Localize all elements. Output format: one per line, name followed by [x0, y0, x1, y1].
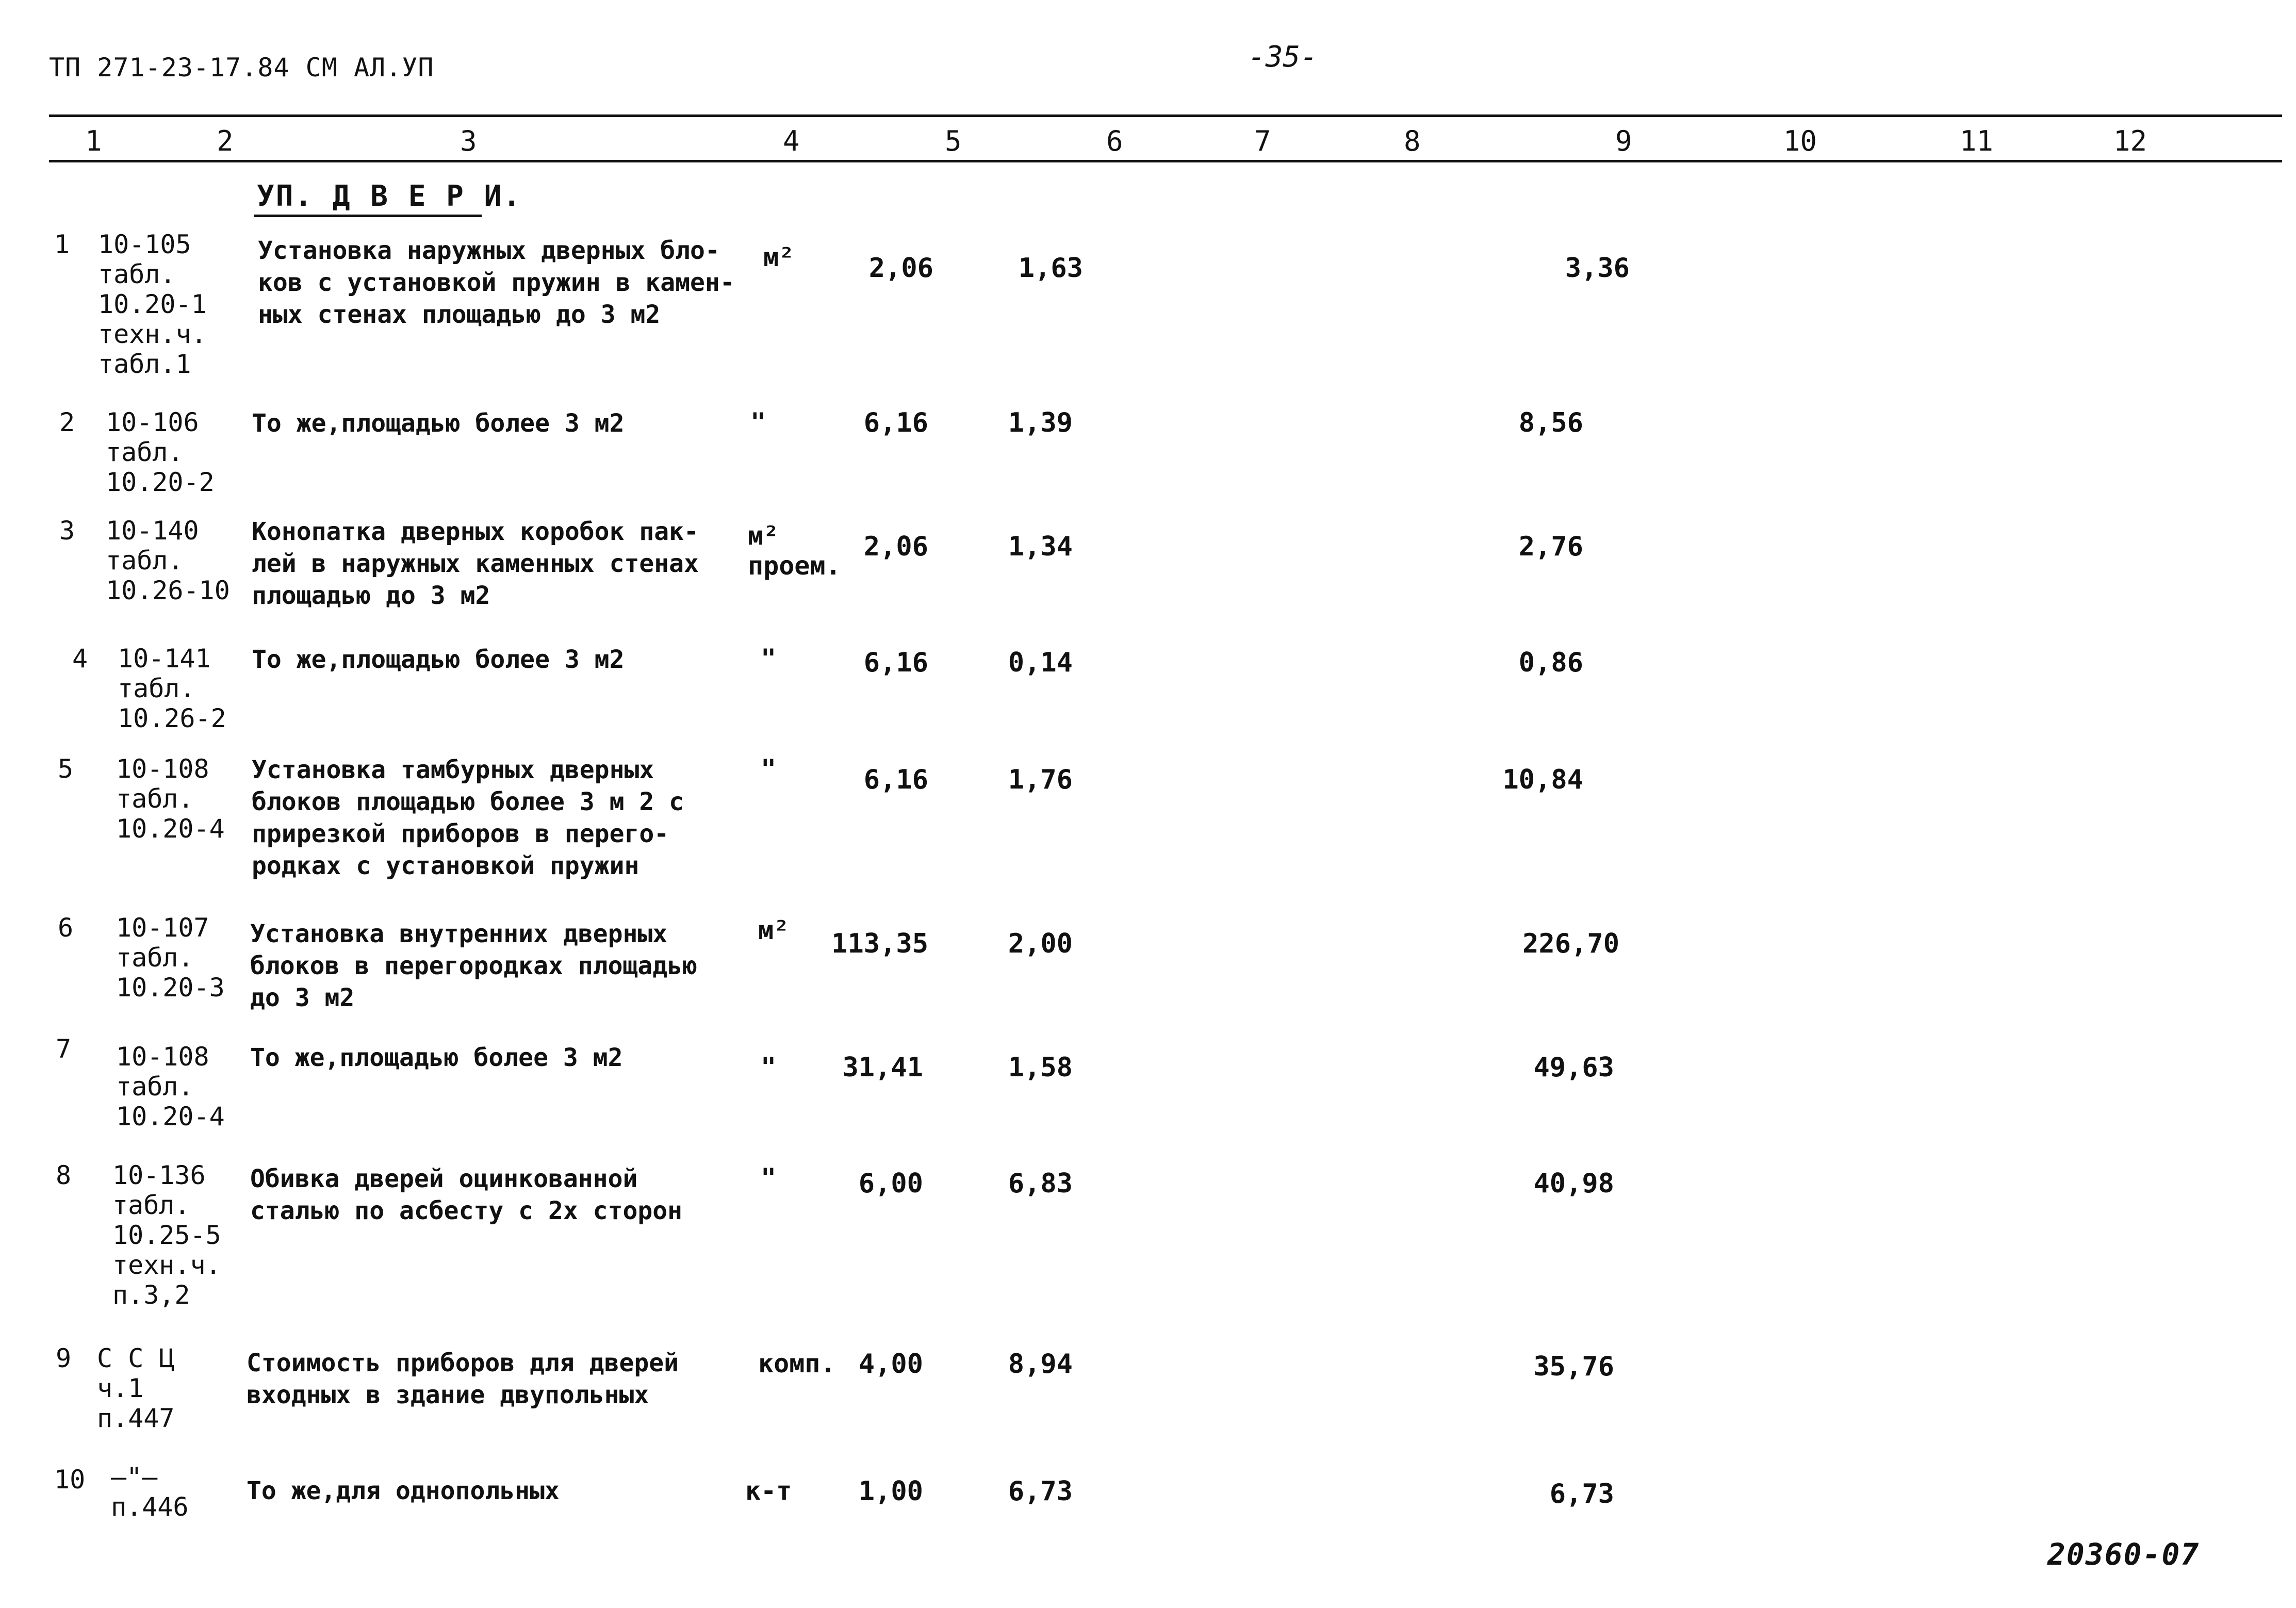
archive-stamp: 20360-07 — [2047, 1537, 2200, 1572]
column-number-6: 6 — [1106, 125, 1123, 157]
work-description: Установка тамбурных дверных блоков площадью более 3 м 2 с прирезкой приборов в перего- родках с установкой пружин — [252, 756, 684, 880]
column-number-8: 8 — [1404, 125, 1421, 157]
work-description: Конопатка дверных коробок пак- лей в наружных каменных стенах площадью до 3 м2 — [252, 517, 699, 610]
total-cost: 2,76 — [1518, 531, 1583, 562]
unit-price: 2,00 — [1008, 928, 1073, 959]
unit-of-measure: м² проем. — [748, 521, 841, 581]
total-cost: 3,36 — [1565, 253, 1630, 284]
work-description: Обивка дверей оцинкованной сталью по асбесту с 2х сторон — [250, 1164, 683, 1225]
column-number-12: 12 — [2113, 125, 2147, 157]
column-number-9: 9 — [1615, 125, 1632, 157]
unit-price: 8,94 — [1008, 1349, 1073, 1380]
row-number: 4 — [72, 644, 88, 674]
column-number-5: 5 — [945, 125, 962, 157]
total-cost: 49,63 — [1533, 1052, 1614, 1083]
column-number-1: 1 — [85, 125, 102, 157]
unit-of-measure: м² — [763, 242, 795, 272]
work-description: Установка внутренних дверных блоков в перегородках площадью до 3 м2 — [250, 920, 697, 1012]
work-description: Стоимость приборов для дверей входных в здание двупольных — [247, 1349, 679, 1409]
total-cost: 6,73 — [1549, 1479, 1614, 1509]
header-top-rule — [49, 114, 2282, 117]
unit-price: 1,39 — [1008, 407, 1073, 438]
quantity: 4,00 — [858, 1349, 923, 1380]
unit-of-measure: м² — [758, 915, 790, 945]
norm-code: 10-106 табл. 10.20-2 — [106, 407, 215, 497]
quantity: 6,16 — [863, 764, 928, 795]
work-description: Установка наружных дверных бло- ков с установкой пружин в камен- ных стенах площадью до 3 м2 — [258, 236, 735, 329]
column-number-2: 2 — [217, 125, 234, 157]
row-number: 8 — [56, 1160, 72, 1190]
unit-price: 6,73 — [1008, 1476, 1073, 1507]
column-number-4: 4 — [783, 125, 800, 157]
work-description: То же,площадью более 3 м2 — [250, 1043, 623, 1072]
row-number: 9 — [56, 1343, 72, 1373]
quantity: 1,00 — [858, 1476, 923, 1507]
unit-of-measure: " — [761, 1052, 777, 1082]
header-bottom-rule — [49, 160, 2282, 162]
work-description: То же,площадью более 3 м2 — [252, 409, 625, 438]
unit-price: 1,58 — [1008, 1052, 1073, 1083]
norm-code: 10-140 табл. 10.26-10 — [106, 516, 230, 605]
norm-code: 10-107 табл. 10.20-3 — [116, 913, 225, 1003]
column-number-7: 7 — [1254, 125, 1271, 157]
page-number: -35- — [1248, 40, 1318, 74]
total-cost: 10,84 — [1502, 764, 1583, 795]
quantity: 2,06 — [868, 253, 933, 284]
quantity: 6,16 — [863, 647, 928, 678]
norm-code: 10-105 табл. 10.20-1 техн.ч. табл.1 — [98, 229, 207, 379]
row-number: 6 — [58, 913, 74, 943]
unit-of-measure: " — [761, 644, 777, 674]
unit-price: 1,76 — [1008, 764, 1073, 795]
unit-of-measure: комп. — [758, 1349, 836, 1379]
quantity: 113,35 — [831, 928, 928, 959]
quantity: 6,16 — [863, 407, 928, 438]
unit-of-measure: " — [761, 754, 777, 784]
norm-code: 10-108 табл. 10.20-4 — [116, 1042, 225, 1131]
row-number: 5 — [58, 754, 74, 784]
row-number: 7 — [56, 1034, 72, 1064]
unit-price: 6,83 — [1008, 1168, 1073, 1199]
unit-of-measure: к-т — [745, 1476, 792, 1506]
row-number: 3 — [59, 516, 75, 546]
column-number-3: 3 — [460, 125, 477, 157]
quantity: 31,41 — [842, 1052, 923, 1083]
row-number: 2 — [59, 407, 75, 437]
norm-code: 10-141 табл. 10.26-2 — [118, 644, 226, 733]
unit-price: 1,34 — [1008, 531, 1073, 562]
row-number: 10 — [54, 1465, 86, 1495]
norm-code: 10-108 табл. 10.20-4 — [116, 754, 225, 844]
total-cost: 40,98 — [1533, 1168, 1614, 1199]
unit-of-measure: " — [761, 1163, 777, 1193]
unit-price: 1,63 — [1018, 253, 1083, 284]
quantity: 6,00 — [858, 1168, 923, 1199]
unit-of-measure: " — [750, 407, 766, 437]
norm-code: —"— п.446 — [111, 1462, 189, 1522]
norm-code: 10-136 табл. 10.25-5 техн.ч. п.3,2 — [112, 1160, 221, 1310]
row-number: 1 — [54, 229, 70, 259]
norm-code: С С Ц ч.1 п.447 — [97, 1343, 175, 1433]
total-cost: 8,56 — [1518, 407, 1583, 438]
section-title: УП. Д В Е Р И. — [257, 179, 522, 213]
work-description: То же,площадью более 3 м2 — [252, 645, 625, 674]
work-description: То же,для однопольных — [247, 1476, 560, 1505]
total-cost: 35,76 — [1533, 1351, 1614, 1382]
total-cost: 226,70 — [1522, 928, 1619, 959]
document-code: ТП 271-23-17.84 СМ АЛ.УП — [49, 53, 434, 83]
column-number-11: 11 — [1960, 125, 1994, 157]
column-number-10: 10 — [1783, 125, 1817, 157]
quantity: 2,06 — [863, 531, 928, 562]
total-cost: 0,86 — [1518, 647, 1583, 678]
section-title-underline — [254, 215, 482, 217]
unit-price: 0,14 — [1008, 647, 1073, 678]
